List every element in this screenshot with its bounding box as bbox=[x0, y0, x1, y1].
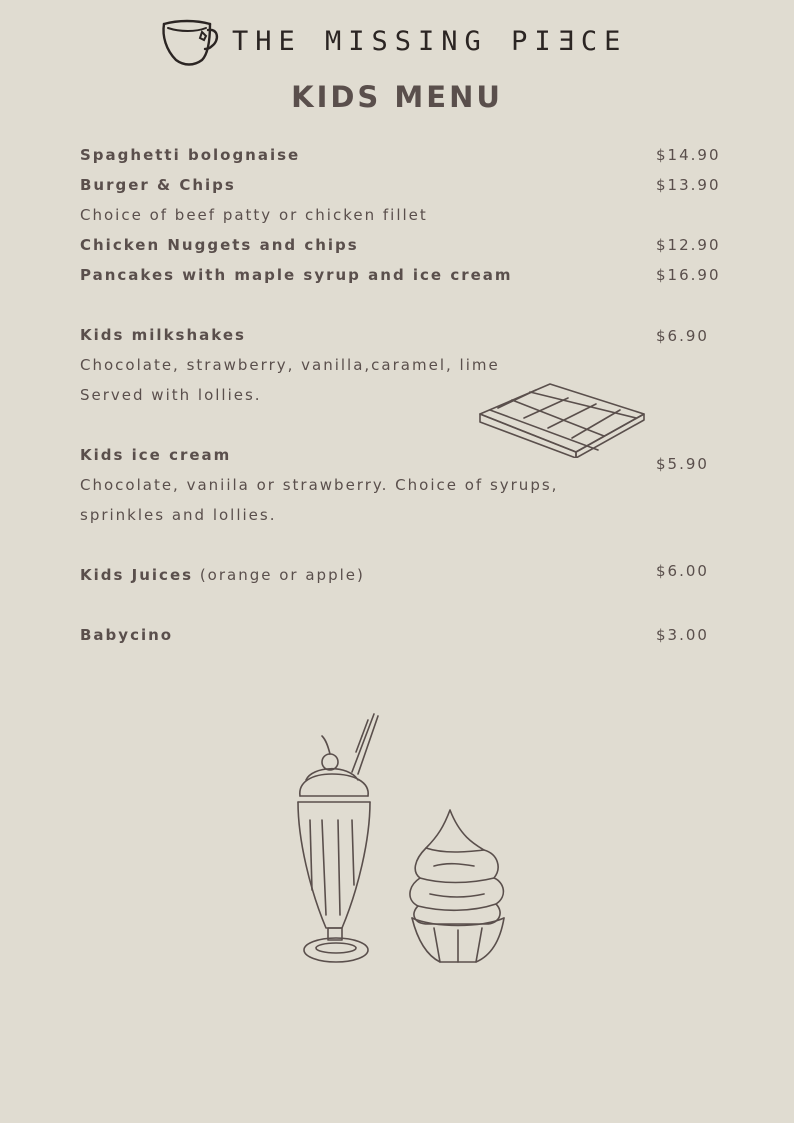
menu-item-name: Kids milkshakes bbox=[80, 326, 246, 344]
chocolate-bar-icon bbox=[476, 380, 648, 458]
menu-item-description: sprinkles and lollies. bbox=[80, 506, 277, 524]
menu-item-price: $6.00 bbox=[656, 562, 709, 580]
menu-item-price: $13.90 bbox=[656, 176, 721, 194]
cupcake-icon bbox=[404, 806, 510, 966]
menu-item-description: Served with lollies. bbox=[80, 386, 262, 404]
menu-item-line bbox=[80, 565, 365, 585]
menu-item-name: Spaghetti bolognaise bbox=[80, 146, 301, 164]
menu-item-name: Babycino bbox=[80, 626, 174, 644]
menu-item-name: Burger & Chips bbox=[80, 176, 236, 194]
menu-item-price: $5.90 bbox=[656, 455, 709, 473]
menu-item-description: Choice of beef patty or chicken fillet bbox=[80, 206, 428, 224]
menu-item-price: $14.90 bbox=[656, 146, 721, 164]
menu-item-price: $6.90 bbox=[656, 327, 709, 345]
menu-item-description: Chocolate, vaniila or strawberry. Choice of syrups, bbox=[80, 476, 559, 494]
menu-item-name: Pancakes with maple syrup and ice cream bbox=[80, 266, 513, 284]
menu-item-price: $3.00 bbox=[656, 626, 709, 644]
brand-name: THE MISSING PIƎCE bbox=[232, 26, 628, 57]
menu-item-name: Kids Juices bbox=[80, 566, 194, 584]
milkshake-icon bbox=[292, 710, 384, 970]
header bbox=[0, 16, 794, 72]
coffee-cup-logo-icon bbox=[160, 18, 222, 68]
menu-item-price: $12.90 bbox=[656, 236, 721, 254]
menu-item-name: Kids ice cream bbox=[80, 446, 232, 464]
menu-item-description: Chocolate, strawberry, vanilla,caramel, lime bbox=[80, 356, 500, 374]
page-title: KIDS MENU bbox=[291, 80, 503, 114]
menu-item-note: (orange or apple) bbox=[193, 566, 365, 584]
menu-item-price: $16.90 bbox=[656, 266, 721, 284]
menu-item-name: Chicken Nuggets and chips bbox=[80, 236, 359, 254]
